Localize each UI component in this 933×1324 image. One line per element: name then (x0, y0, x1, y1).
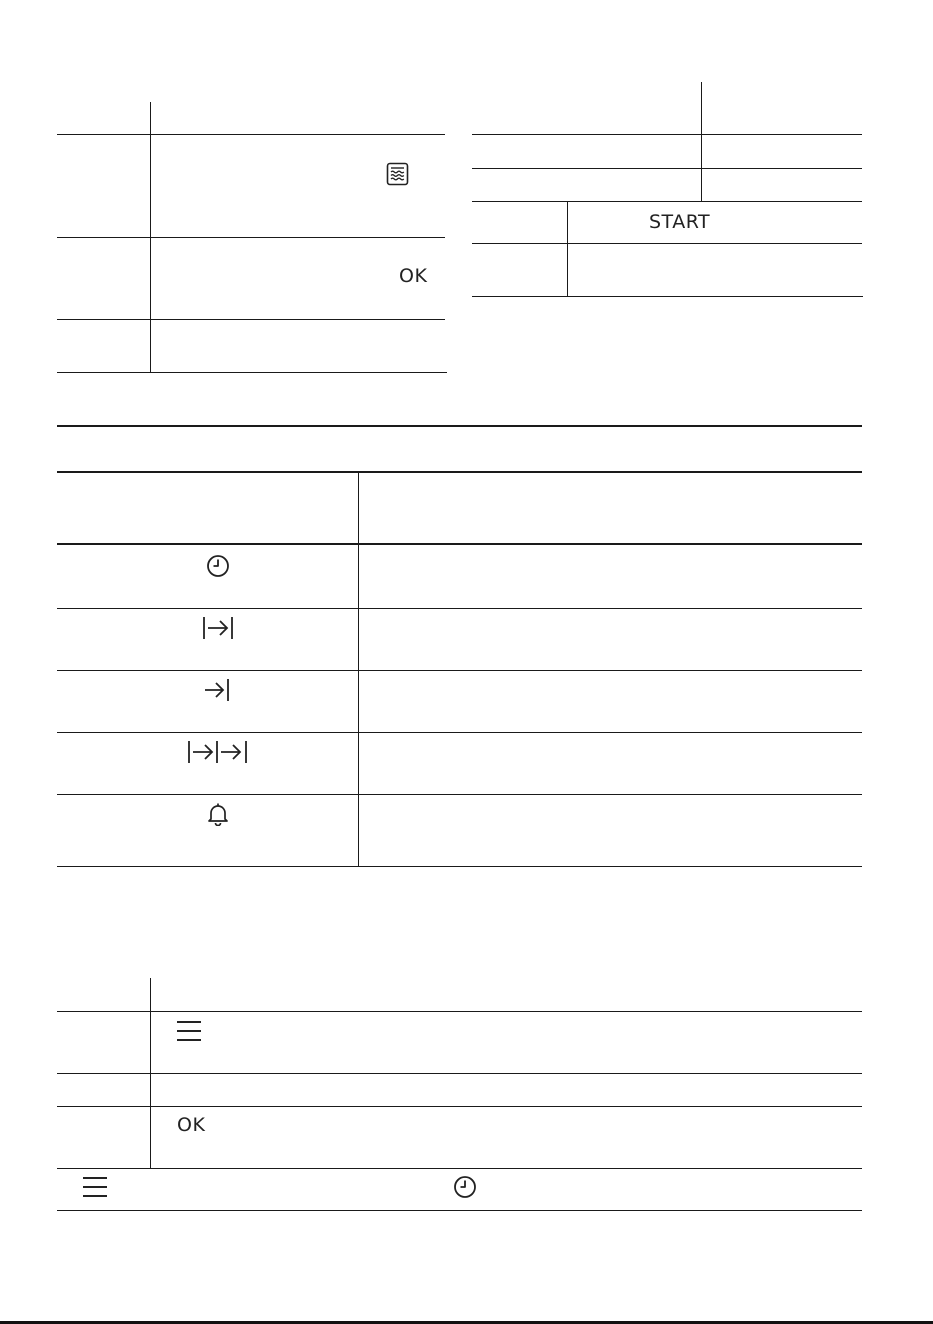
table-4-column-divider (150, 1011, 151, 1168)
time-delay-icon (187, 740, 249, 764)
table-1-rule (57, 319, 445, 320)
start-key-label: START (649, 211, 711, 233)
bell-icon (207, 802, 229, 826)
table-4-header-divider (150, 978, 151, 1011)
table-4-rule (57, 1168, 862, 1169)
table-1-rule (57, 134, 445, 135)
table-3-header-rule (57, 471, 862, 473)
table-3-rule (57, 670, 862, 671)
table-4-bottom-rule (57, 1210, 862, 1211)
table-3-rule (57, 794, 862, 795)
table-1-column-divider (150, 134, 151, 372)
table-3-bottom-rule (57, 866, 862, 867)
table-2-column-divider (701, 82, 702, 202)
table-1-rule (57, 237, 445, 238)
table-3-column-divider (358, 471, 359, 867)
ok-key-label: OK (177, 1114, 206, 1136)
menu-icon (176, 1020, 202, 1042)
table-2-rule (472, 134, 862, 135)
table-1-header-divider (150, 102, 151, 134)
clock-icon (206, 554, 230, 578)
table-1-rule (57, 372, 447, 373)
table-3-rule (57, 543, 862, 545)
table-3-top-rule (57, 425, 862, 427)
table-2-rule (472, 243, 862, 244)
menu-icon (82, 1176, 108, 1198)
table-3-rule (57, 608, 862, 609)
table-2-rule (472, 201, 862, 202)
ok-key-label: OK (399, 265, 428, 287)
table-4-rule (57, 1106, 862, 1107)
end-time-icon (204, 678, 230, 702)
table-3-rule (57, 732, 862, 733)
table-2-rule (472, 168, 862, 169)
table-4-rule (57, 1011, 862, 1012)
duration-icon (202, 616, 234, 640)
oven-steam-icon (386, 162, 409, 186)
table-2-rule (472, 296, 863, 297)
table-2-column-divider (567, 201, 568, 296)
clock-icon (453, 1175, 477, 1199)
table-4-rule (57, 1073, 862, 1074)
